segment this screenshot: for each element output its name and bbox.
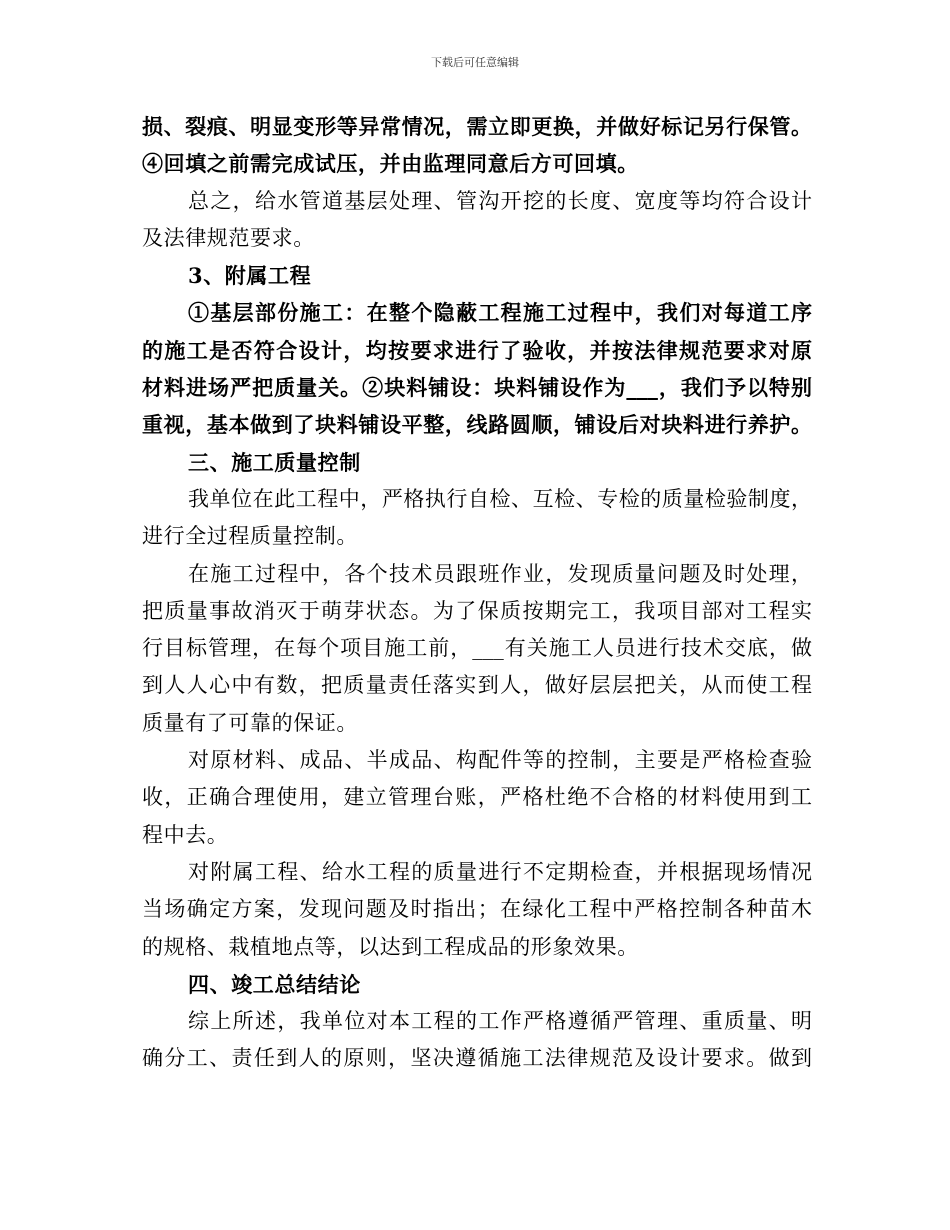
text-line: 当场确定方案，发现问题及时指出；在绿化工程中严格控制各种苗木 bbox=[142, 897, 812, 922]
text-line: 三、施工质量控制 bbox=[188, 449, 361, 475]
text-line: 总之，给水管道基层处理、管沟开挖的长度、宽度等均符合设计 bbox=[188, 188, 812, 213]
text-line: 重视，基本做到了块料铺设平整，线路圆顺，铺设后对块料进行养护。 bbox=[142, 412, 812, 438]
text-line: 收，正确合理使用，建立管理台账，严格杜绝不合格的材料使用到工 bbox=[142, 785, 812, 810]
text-line: 及法律规范要求。 bbox=[142, 225, 315, 250]
page-header: 下载后可任意编辑 bbox=[431, 56, 519, 69]
text-line: 四、竣工总结结论 bbox=[188, 971, 361, 997]
text-line: 把质量事故消灭于萌芽状态。为了保质按期完工，我项目部对工程实 bbox=[142, 598, 812, 623]
text-line: 在施工过程中，各个技术员跟班作业，发现质量问题及时处理， bbox=[188, 561, 812, 586]
text-line: 损、裂痕、明显变形等异常情况，需立即更换，并做好标记另行保管。 bbox=[142, 114, 812, 139]
text-line: 行目标管理，在每个项目施工前，___有关施工人员进行技术交底，做 bbox=[142, 636, 812, 661]
text-line: 进行全过程质量控制。 bbox=[142, 524, 358, 549]
text-line: 材料进场严把质量关。②块料铺设：块料铺设作为___，我们予以特别 bbox=[142, 375, 812, 401]
text-line: 3、附属工程 bbox=[188, 263, 312, 289]
text-line: ④回填之前需完成试压，并由监理同意后方可回填。 bbox=[142, 151, 639, 177]
text-line: 我单位在此工程中，严格执行自检、互检、专检的质量检验制度， bbox=[188, 486, 812, 511]
text-line: 程中去。 bbox=[142, 822, 229, 847]
text-line: 综上所述，我单位对本工程的工作严格遵循严管理、重质量、明 bbox=[188, 1009, 812, 1034]
text-line: 的施工是否符合设计，均按要求进行了验收，并按法律规范要求对原 bbox=[142, 337, 812, 363]
text-line: 质量有了可靠的保证。 bbox=[142, 710, 358, 735]
text-line: 确分工、责任到人的原则，坚决遵循施工法律规范及设计要求。做到 bbox=[142, 1046, 812, 1071]
document-body bbox=[142, 108, 812, 1078]
text-line: 对附属工程、给水工程的质量进行不定期检查，并根据现场情况 bbox=[188, 859, 812, 884]
text-line: 到人人心中有数，把质量责任落实到人，做好层层把关，从而使工程 bbox=[142, 673, 812, 698]
text-line: 的规格、栽植地点等，以达到工程成品的形象效果。 bbox=[142, 934, 639, 959]
text-line: ①基层部份施工：在整个隐蔽工程施工过程中，我们对每道工序 bbox=[188, 300, 812, 326]
text-line: 对原材料、成品、半成品、构配件等的控制，主要是严格检查验 bbox=[188, 748, 812, 773]
